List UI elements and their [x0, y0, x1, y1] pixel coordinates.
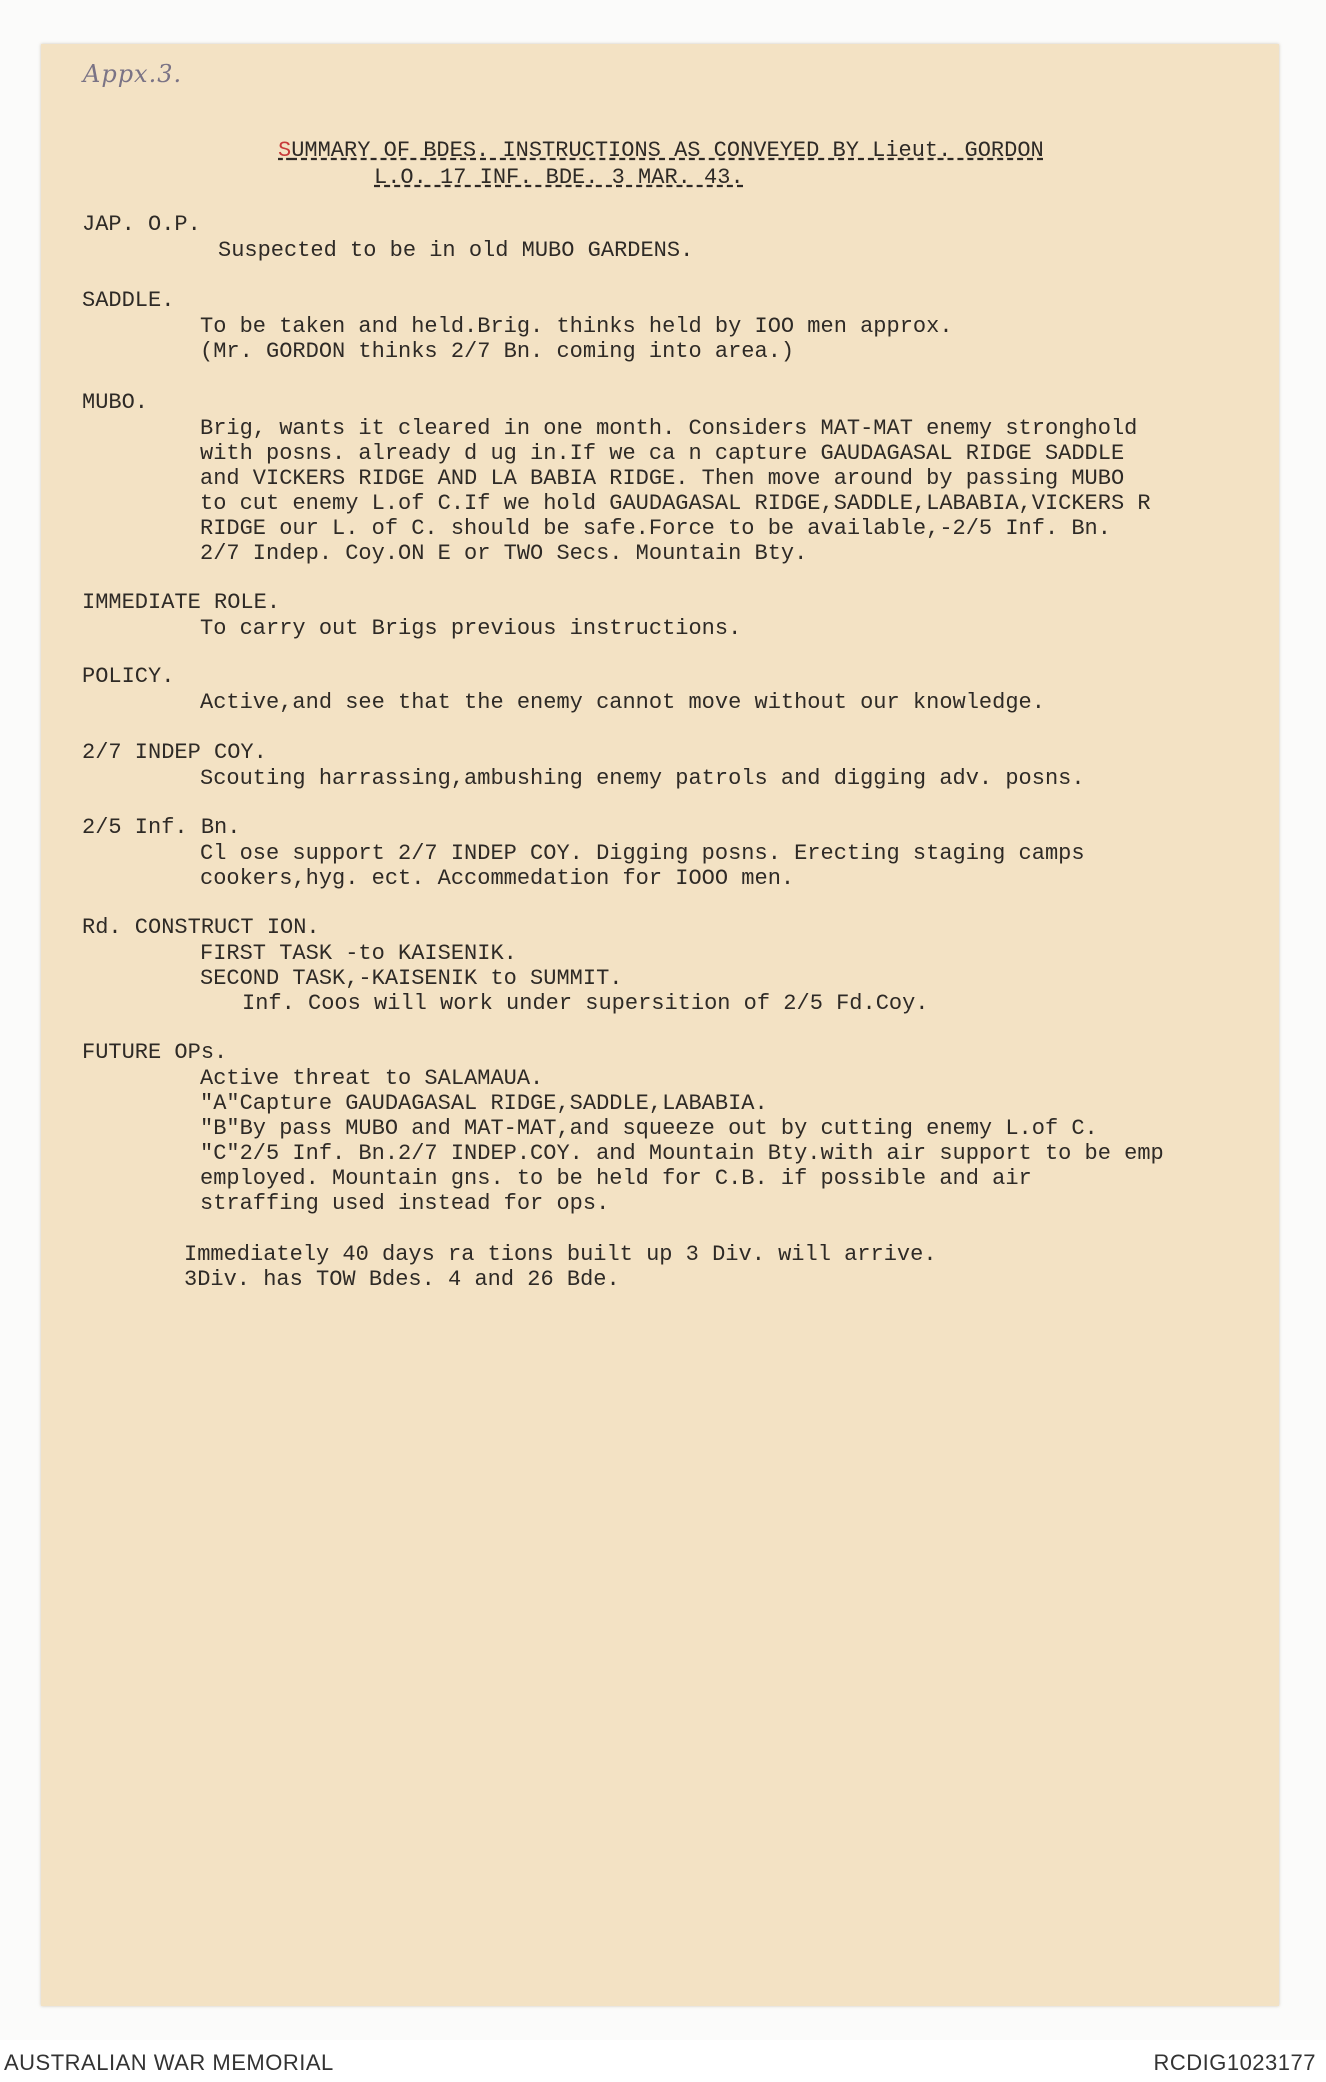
- section-heading: MUBO.: [82, 390, 149, 415]
- section-line: employed. Mountain gns. to be held for C.B. if possible and air: [200, 1166, 1032, 1191]
- title-line-1: [278, 138, 1158, 163]
- section-heading: Rd. CONSTRUCT ION.: [82, 915, 320, 940]
- title-line-1-rest: UMMARY OF BDES. INSTRUCTIONS AS CONVEYED BY Lieut. GORDON: [291, 138, 1044, 163]
- closing-notes: [82, 1242, 937, 1292]
- section-line: FIRST TASK -to KAISENIK.: [200, 941, 517, 966]
- section-line: Active threat to SALAMAUA.: [200, 1066, 544, 1091]
- section-line: "B"By pass MUBO and MAT-MAT,and squeeze out by cutting enemy L.of C.: [200, 1116, 1098, 1141]
- handwritten-annotation: Appx.3.: [83, 60, 183, 88]
- section-jap-op: [82, 212, 693, 263]
- section-immediate-role: [82, 590, 741, 641]
- section-heading: POLICY.: [82, 664, 175, 689]
- section-line: To be taken and held.Brig. thinks held by IOO men approx.: [200, 314, 953, 339]
- section-line: To carry out Brigs previous instructions.: [200, 616, 742, 641]
- section-line: "C"2/5 Inf. Bn.2/7 INDEP.COY. and Mountain Bty.with air support to be emp: [200, 1141, 1164, 1166]
- section-heading: FUTURE OPs.: [82, 1040, 228, 1065]
- section-line: to cut enemy L.of C.If we hold GAUDAGASAL RIDGE,SADDLE,LABABIA,VICKERS R: [200, 491, 1151, 516]
- section-line: (Mr. GORDON thinks 2/7 Bn. coming into area.): [200, 339, 795, 364]
- section-line: SECOND TASK,-KAISENIK to SUMMIT.: [200, 966, 623, 991]
- section-line: Brig, wants it cleared in one month. Considers MAT-MAT enemy stronghold: [200, 416, 1138, 441]
- section-line: Scouting harrassing,ambushing enemy patrols and digging adv. posns.: [200, 766, 1085, 791]
- section-line: Cl ose support 2/7 INDEP COY. Digging posns. Erecting staging camps: [200, 841, 1085, 866]
- title-initial: S: [278, 138, 292, 163]
- footer-institution: AUSTRALIAN WAR MEMORIAL: [4, 2050, 334, 2075]
- section-line: straffing used instead for ops.: [200, 1191, 610, 1216]
- document-title: [278, 138, 1158, 190]
- section-policy: [82, 664, 1045, 715]
- section-road-construction: [82, 915, 929, 1016]
- section-mubo: [82, 390, 1151, 566]
- section-line: 2/7 Indep. Coy.ON E or TWO Secs. Mountain Bty.: [200, 541, 808, 566]
- section-inf-bn: [82, 815, 1085, 891]
- section-line: with posns. already d ug in.If we ca n capture GAUDAGASAL RIDGE SADDLE: [200, 441, 1125, 466]
- section-line: Suspected to be in old MUBO GARDENS.: [218, 238, 694, 263]
- closing-line: Immediately 40 days ra tions built up 3 Div. will arrive.: [184, 1242, 937, 1267]
- section-line: Active,and see that the enemy cannot move without our knowledge.: [200, 690, 1045, 715]
- section-heading: IMMEDIATE ROLE.: [82, 590, 281, 615]
- section-heading: 2/5 Inf. Bn.: [82, 815, 241, 840]
- section-line: and VICKERS RIDGE AND LA BABIA RIDGE. Then move around by passing MUBO: [200, 466, 1125, 491]
- section-line: RIDGE our L. of C. should be safe.Force to be available,-2/5 Inf. Bn.: [200, 516, 1111, 541]
- section-indep-coy: [82, 740, 1085, 791]
- section-line: Inf. Coos will work under supersition of 2/5 Fd.Coy.: [242, 991, 929, 1016]
- section-heading: 2/7 INDEP COY.: [82, 740, 267, 765]
- footer-catalog-id: RCDIG1023177: [1153, 2050, 1316, 2075]
- title-line-2: L.O. 17 INF. BDE. 3 MAR. 43.: [374, 165, 744, 190]
- section-line: "A"Capture GAUDAGASAL RIDGE,SADDLE,LABABIA.: [200, 1091, 768, 1116]
- section-saddle: [82, 288, 953, 364]
- section-line: cookers,hyg. ect. Accommedation for IOOO men.: [200, 866, 795, 891]
- section-heading: JAP. O.P.: [82, 212, 201, 237]
- section-future-ops: [82, 1040, 1164, 1216]
- section-heading: SADDLE.: [82, 288, 175, 313]
- closing-line: 3Div. has TOW Bdes. 4 and 26 Bde.: [184, 1267, 620, 1292]
